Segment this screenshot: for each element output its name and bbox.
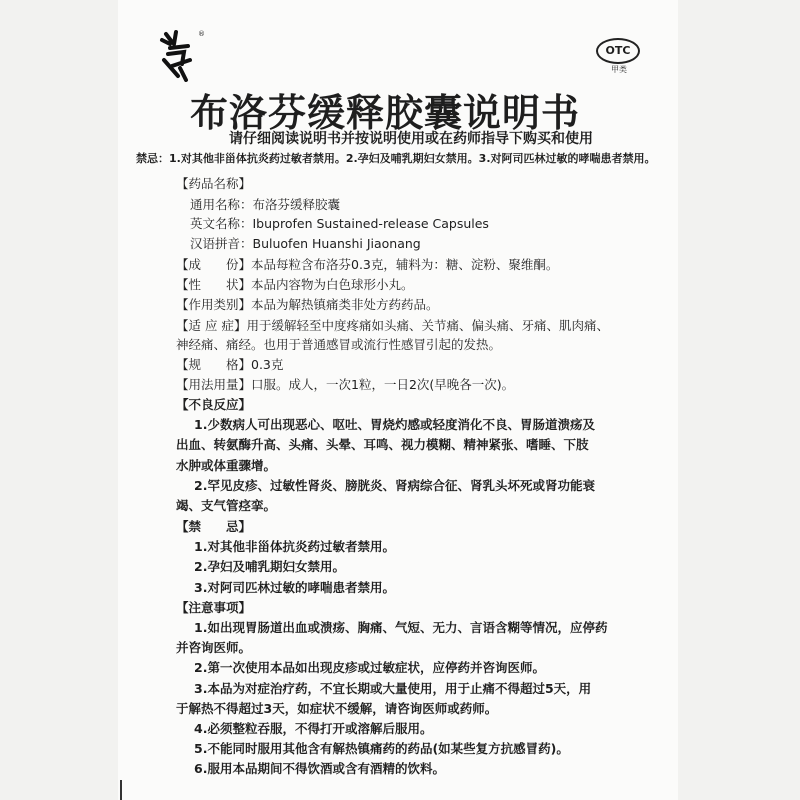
page-subtitle: 请仔细阅读说明书并按说明使用或在药师指导下购买和使用: [229, 131, 593, 147]
indications-line-1: 【适 应 症】用于缓解轻至中度疼痛如头痛、关节痛、偏头痛、牙痛、肌肉痛、: [176, 318, 609, 333]
contraindication-warning: 禁忌：1.对其他非甾体抗炎药过敏者禁用。2.孕妇及哺乳期妇女禁用。3.对阿司匹林过敏的哮喘患者禁用。: [136, 152, 656, 165]
caution-1b: 并咨询医师。: [176, 640, 252, 655]
indications-line-2: 神经痛、痛经。也用于普通感冒或流行性感冒引起的发热。: [176, 337, 502, 352]
ingredients: 【成 份】本品每粒含布洛芬0.3克，辅料为：糖、淀粉、聚维酮。: [176, 257, 559, 272]
caution-3b: 于解热不得超过3天，如症状不缓解，请咨询医师或药师。: [176, 701, 498, 716]
dosage: 【用法用量】口服。成人，一次1粒，一日2次(早晚各一次)。: [176, 377, 515, 392]
pinyin-name: 汉语拼音：Buluofen Huanshi Jiaonang: [190, 236, 421, 251]
specification: 【规 格】0.3克: [176, 357, 284, 372]
brand-logo-icon: [158, 30, 194, 82]
caution-1a: 1.如出现胃肠道出血或溃疡、胸痛、气短、无力、言语含糊等情况，应停药: [194, 620, 608, 635]
section-heading-cautions: 【注意事项】: [176, 600, 252, 615]
caution-5: 5.不能同时服用其他含有解热镇痛药的药品(如某些复方抗感冒药)。: [194, 741, 569, 756]
otc-badge: OTC: [596, 38, 640, 64]
caution-6: 6.服用本品期间不得饮酒或含有酒精的饮料。: [194, 761, 445, 776]
adverse-line-1c: 水肿或体重骤增。: [176, 458, 277, 473]
generic-name: 通用名称：布洛芬缓释胶囊: [190, 197, 341, 212]
caution-3a: 3.本品为对症治疗药，不宜长期或大量使用，用于止痛不得超过5天，用: [194, 681, 592, 696]
contra-3: 3.对阿司匹林过敏的哮喘患者禁用。: [194, 580, 395, 595]
page-title: 布洛芬缓释胶囊说明书: [190, 91, 581, 135]
properties: 【性 状】本品内容物为白色球形小丸。: [176, 277, 414, 292]
adverse-line-1a: 1.少数病人可出现恶心、呕吐、胃烧灼感或轻度消化不良、胃肠道溃疡及: [194, 417, 595, 432]
category: 【作用类别】本品为解热镇痛类非处方药药品。: [176, 297, 439, 312]
adverse-line-1b: 出血、转氨酶升高、头痛、头晕、耳鸣、视力模糊、精神紧张、嗜睡、下肢: [176, 437, 589, 452]
registered-mark-icon: ®: [198, 30, 205, 38]
caution-2: 2.第一次使用本品如出现皮疹或过敏症状，应停药并咨询医师。: [194, 660, 545, 675]
page-edge-mark: [120, 780, 122, 800]
adverse-line-2b: 竭、支气管痉挛。: [176, 498, 277, 513]
section-heading-contraindications: 【禁 忌】: [176, 519, 252, 534]
contra-2: 2.孕妇及哺乳期妇女禁用。: [194, 559, 345, 574]
adverse-line-2a: 2.罕见皮疹、过敏性肾炎、膀胱炎、肾病综合征、肾乳头坏死或肾功能衰: [194, 478, 595, 493]
caution-4: 4.必须整粒吞服，不得打开或溶解后服用。: [194, 721, 433, 736]
otc-category: 甲类: [611, 65, 627, 74]
section-heading-name: 【药品名称】: [176, 176, 252, 191]
contra-1: 1.对其他非甾体抗炎药过敏者禁用。: [194, 539, 395, 554]
section-heading-adverse: 【不良反应】: [176, 397, 252, 412]
english-name: 英文名称：Ibuprofen Sustained-release Capsules: [190, 216, 489, 231]
